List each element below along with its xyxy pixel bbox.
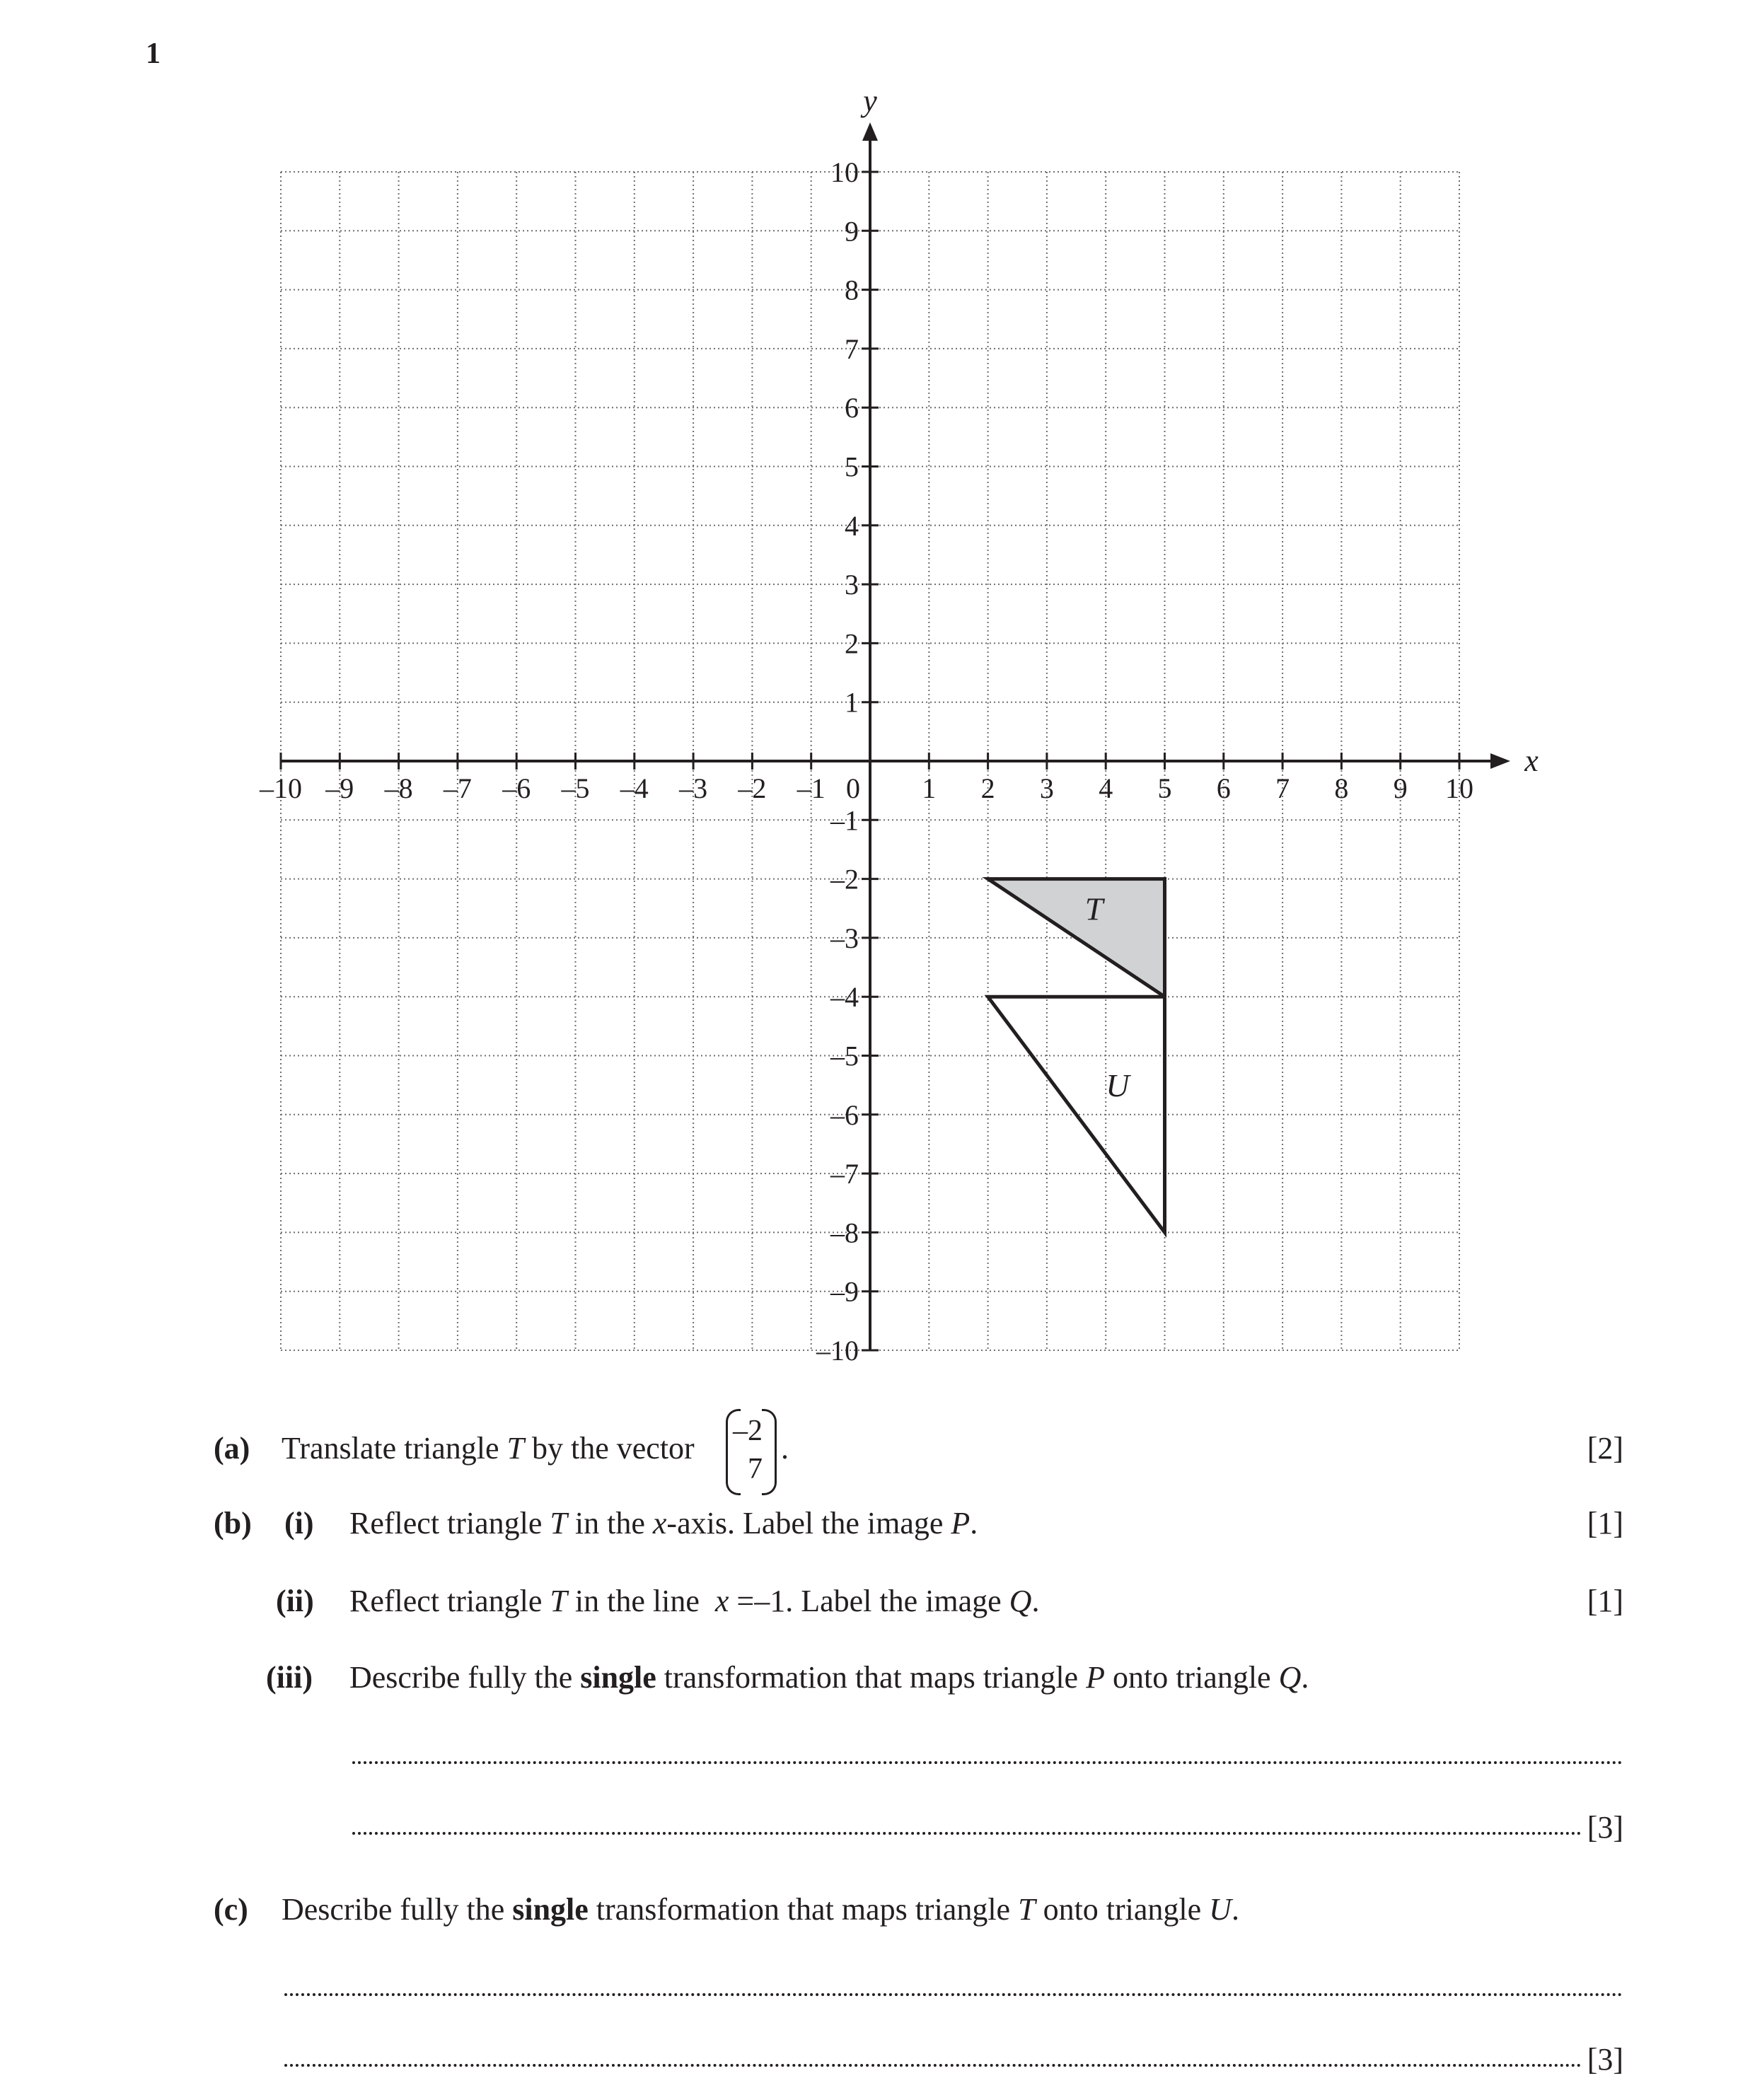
answer-line[interactable] bbox=[352, 1761, 1623, 1764]
y-tick-label: 7 bbox=[845, 332, 859, 365]
x-tick-label: –2 bbox=[738, 772, 767, 804]
y-tick-label: 5 bbox=[845, 451, 859, 483]
part-b-iii-marks: [3] bbox=[1587, 1810, 1623, 1845]
part-c-marks: [3] bbox=[1587, 2042, 1623, 2077]
y-tick-label: –8 bbox=[830, 1217, 859, 1249]
part-b-iii-text: Describe fully the single transformation that maps triangle P onto triangle Q. bbox=[349, 1660, 1309, 1695]
x-tick-label: –10 bbox=[260, 772, 302, 804]
x-tick-label: 5 bbox=[1157, 772, 1172, 804]
part-b-ii bbox=[0, 1582, 1755, 1621]
y-tick-label: 6 bbox=[845, 392, 859, 424]
y-tick-label: –4 bbox=[830, 981, 859, 1014]
answer-line[interactable] bbox=[284, 1993, 1623, 1996]
y-tick-label: 4 bbox=[845, 509, 859, 542]
part-b-i-marks: [1] bbox=[1587, 1506, 1623, 1541]
part-b-ii-text: Reflect triangle T in the line x =–1. Label the image Q. bbox=[349, 1584, 1040, 1618]
x-tick-label: –7 bbox=[443, 772, 472, 804]
x-axis-arrow bbox=[1490, 753, 1510, 769]
part-c bbox=[0, 1890, 1755, 1930]
vector-top: –2 bbox=[733, 1415, 763, 1447]
vector-bottom: 7 bbox=[748, 1453, 763, 1485]
answer-line[interactable] bbox=[352, 1832, 1582, 1835]
y-tick-label: –3 bbox=[830, 922, 859, 954]
question-number: 1 bbox=[146, 37, 161, 70]
part-a-period: . bbox=[781, 1431, 789, 1466]
triangle-T bbox=[988, 879, 1165, 997]
part-b-i-text: Reflect triangle T in the x-axis. Label the image P. bbox=[349, 1506, 978, 1541]
part-b-iii bbox=[0, 1658, 1755, 1698]
y-tick-label: –5 bbox=[830, 1040, 859, 1072]
y-axis-arrow bbox=[862, 122, 878, 141]
answer-line[interactable] bbox=[284, 2064, 1582, 2067]
part-a-text: Translate triangle T by the vector bbox=[282, 1431, 695, 1466]
part-b-i bbox=[0, 1504, 1755, 1543]
y-axis-label: y bbox=[863, 83, 877, 118]
x-tick-label: 2 bbox=[980, 772, 995, 804]
x-tick-label: 10 bbox=[1445, 772, 1473, 804]
y-tick-label: 3 bbox=[845, 569, 859, 601]
x-tick-label: 3 bbox=[1039, 772, 1054, 804]
part-b-i-label: (i) bbox=[284, 1506, 314, 1541]
x-tick-label: 4 bbox=[1099, 772, 1113, 804]
x-tick-label: 8 bbox=[1334, 772, 1349, 804]
x-tick-label: –5 bbox=[561, 772, 590, 804]
x-tick-label: –8 bbox=[384, 772, 413, 804]
x-tick-label: –9 bbox=[325, 772, 354, 804]
part-c-label: (c) bbox=[214, 1892, 248, 1927]
triangle-T-label: T bbox=[1084, 891, 1104, 927]
part-b-ii-marks: [1] bbox=[1587, 1584, 1623, 1618]
translation-vector bbox=[726, 1409, 777, 1494]
x-tick-label: 1 bbox=[922, 772, 937, 804]
y-tick-label: 2 bbox=[845, 627, 859, 660]
y-tick-label: –6 bbox=[830, 1098, 859, 1131]
part-a bbox=[0, 1409, 1755, 1494]
part-b-ii-label: (ii) bbox=[276, 1584, 314, 1618]
x-axis-label: x bbox=[1524, 743, 1539, 778]
x-tick-label: –1 bbox=[797, 772, 826, 804]
triangle-U-label: U bbox=[1106, 1067, 1130, 1104]
part-a-marks: [2] bbox=[1587, 1431, 1623, 1466]
x-tick-label: 9 bbox=[1393, 772, 1408, 804]
y-tick-label: 8 bbox=[845, 274, 859, 306]
y-tick-label: –10 bbox=[816, 1335, 859, 1367]
y-tick-label: 10 bbox=[830, 156, 859, 188]
x-tick-label: 0 bbox=[846, 772, 860, 804]
part-c-text: Describe fully the single transformation that maps triangle T onto triangle U. bbox=[282, 1892, 1239, 1927]
y-tick-label: 1 bbox=[845, 686, 859, 719]
x-tick-label: –4 bbox=[620, 772, 649, 804]
y-tick-label: 9 bbox=[845, 215, 859, 248]
x-tick-label: 6 bbox=[1216, 772, 1231, 804]
y-tick-label: –2 bbox=[830, 863, 859, 895]
part-b-label: (b) bbox=[214, 1506, 252, 1541]
x-tick-label: –6 bbox=[502, 772, 531, 804]
y-tick-label: –1 bbox=[830, 804, 859, 837]
y-tick-label: –9 bbox=[830, 1275, 859, 1308]
x-tick-label: –3 bbox=[679, 772, 708, 804]
y-tick-label: –7 bbox=[830, 1158, 859, 1190]
x-tick-label: 7 bbox=[1275, 772, 1290, 804]
part-a-label: (a) bbox=[214, 1431, 250, 1466]
part-b-iii-label: (iii) bbox=[266, 1660, 313, 1695]
